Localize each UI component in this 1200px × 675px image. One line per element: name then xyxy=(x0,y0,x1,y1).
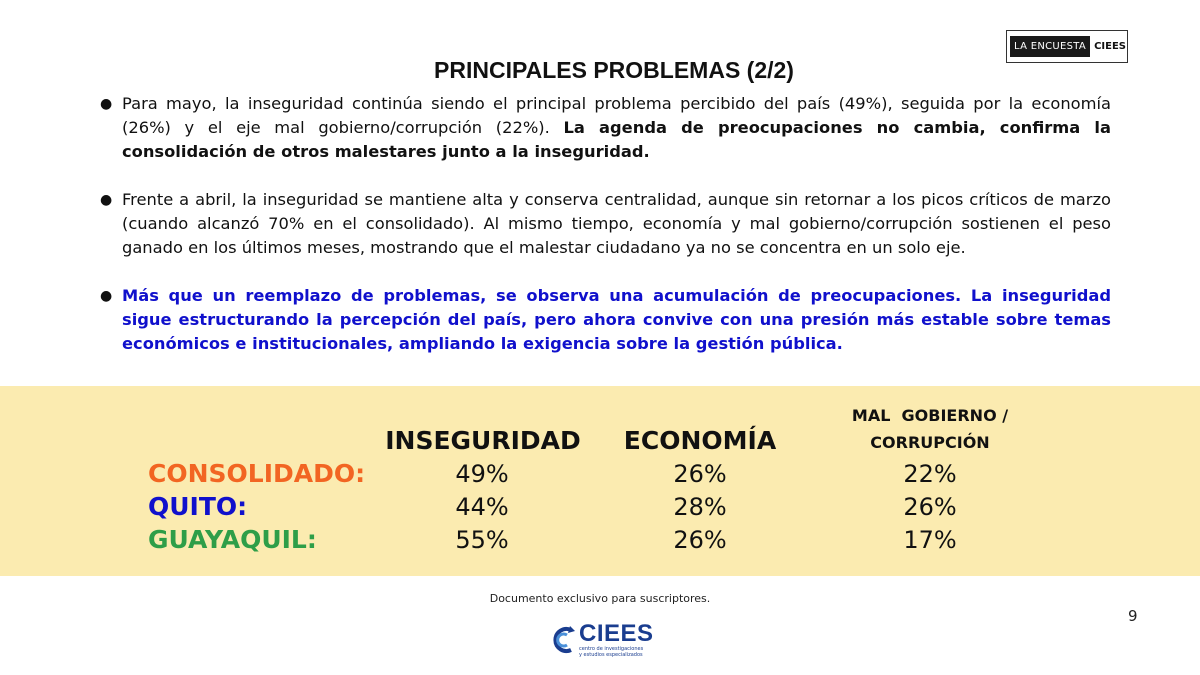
logo-part-1: LA ENCUESTA xyxy=(1010,36,1090,57)
bullet-text xyxy=(122,92,1111,164)
cell-quito-inseguridad: 44% xyxy=(455,493,509,521)
cell-guayaquil-inseguridad: 55% xyxy=(455,526,509,554)
cell-quito-corrupcion: 26% xyxy=(903,493,957,521)
brand-subtitle-1: centro de investigaciones xyxy=(579,646,644,652)
cell-consolidado-economia: 26% xyxy=(673,460,727,488)
subscriber-note: Documento exclusivo para suscriptores. xyxy=(489,592,711,605)
column-header-mal-gobierno: MAL GOBIERNO / xyxy=(851,406,1009,425)
brand-text xyxy=(579,622,654,658)
row-label-text: QUITO xyxy=(148,492,238,521)
bullet-3-text: Más que un reemplazo de problemas, se observa una acumulación de preocupaciones. La inseguridad sigue estructurando la percepción del país, pero ahora convive con una presión más estable sobre temas económicos e institucionales, ampliando la exigencia sobre la gestión pública. xyxy=(122,286,1111,353)
row-label-colon: : xyxy=(306,525,317,554)
row-label-text: CONSOLIDADO xyxy=(148,459,356,488)
cell-consolidado-inseguridad: 49% xyxy=(455,460,509,488)
circular-arrows-icon xyxy=(550,623,576,657)
row-label-colon: : xyxy=(355,459,366,488)
bullet-1-bold-text: La agenda de preocupaciones no cambia, confirma la consolidación de otros malestares junto a la inseguridad. xyxy=(122,118,1111,161)
bullet-1-text: Para mayo, la inseguridad continúa siendo el principal problema percibido del país (49%), seguida por la economía (26%) y el eje mal gobierno/corrupción (22%). xyxy=(122,94,1111,137)
bullet-item-1 xyxy=(100,92,1111,164)
bullet-list xyxy=(100,92,1111,380)
page-title: PRINCIPALES PROBLEMAS (2/2) xyxy=(434,57,794,83)
logo-part-2: CIEES xyxy=(1094,41,1126,52)
row-label-text: GUAYAQUIL xyxy=(148,525,307,554)
bullet-dot-icon: ● xyxy=(100,192,113,208)
row-label-quito xyxy=(148,492,247,521)
column-header-economia: ECONOMÍA xyxy=(623,426,777,455)
bullet-item-2 xyxy=(100,188,1111,260)
ciees-brand-logo xyxy=(550,622,654,658)
brand-subtitle-2: y estudios especializados xyxy=(579,652,643,658)
cell-consolidado-corrupcion: 22% xyxy=(903,460,957,488)
bullet-item-3 xyxy=(100,284,1111,356)
brand-name: CIEES xyxy=(579,620,654,647)
cell-quito-economia: 28% xyxy=(673,493,727,521)
row-label-colon: : xyxy=(237,492,248,521)
row-label-consolidado xyxy=(148,459,365,488)
cell-guayaquil-economia: 26% xyxy=(673,526,727,554)
row-label-guayaquil xyxy=(148,525,317,554)
results-table xyxy=(0,386,1200,576)
column-header-corrupcion: CORRUPCIÓN xyxy=(870,433,990,452)
bullet-2-text: Frente a abril, la inseguridad se mantiene alta y conserva centralidad, aunque sin retornar a los picos críticos de marzo (cuando alcanzó 70% en el consolidado). Al mismo tiempo, economía y mal gobierno/corrupción sostienen el peso ganado en los últimos meses, mostrando que el malestar ciudadano ya no se concentra en un solo eje. xyxy=(122,190,1111,257)
bullet-dot-icon: ● xyxy=(100,96,113,112)
column-header-inseguridad: INSEGURIDAD xyxy=(385,426,581,455)
cell-guayaquil-corrupcion: 17% xyxy=(903,526,957,554)
page-number: 9 xyxy=(1128,607,1138,625)
bullet-dot-icon: ● xyxy=(100,288,113,304)
